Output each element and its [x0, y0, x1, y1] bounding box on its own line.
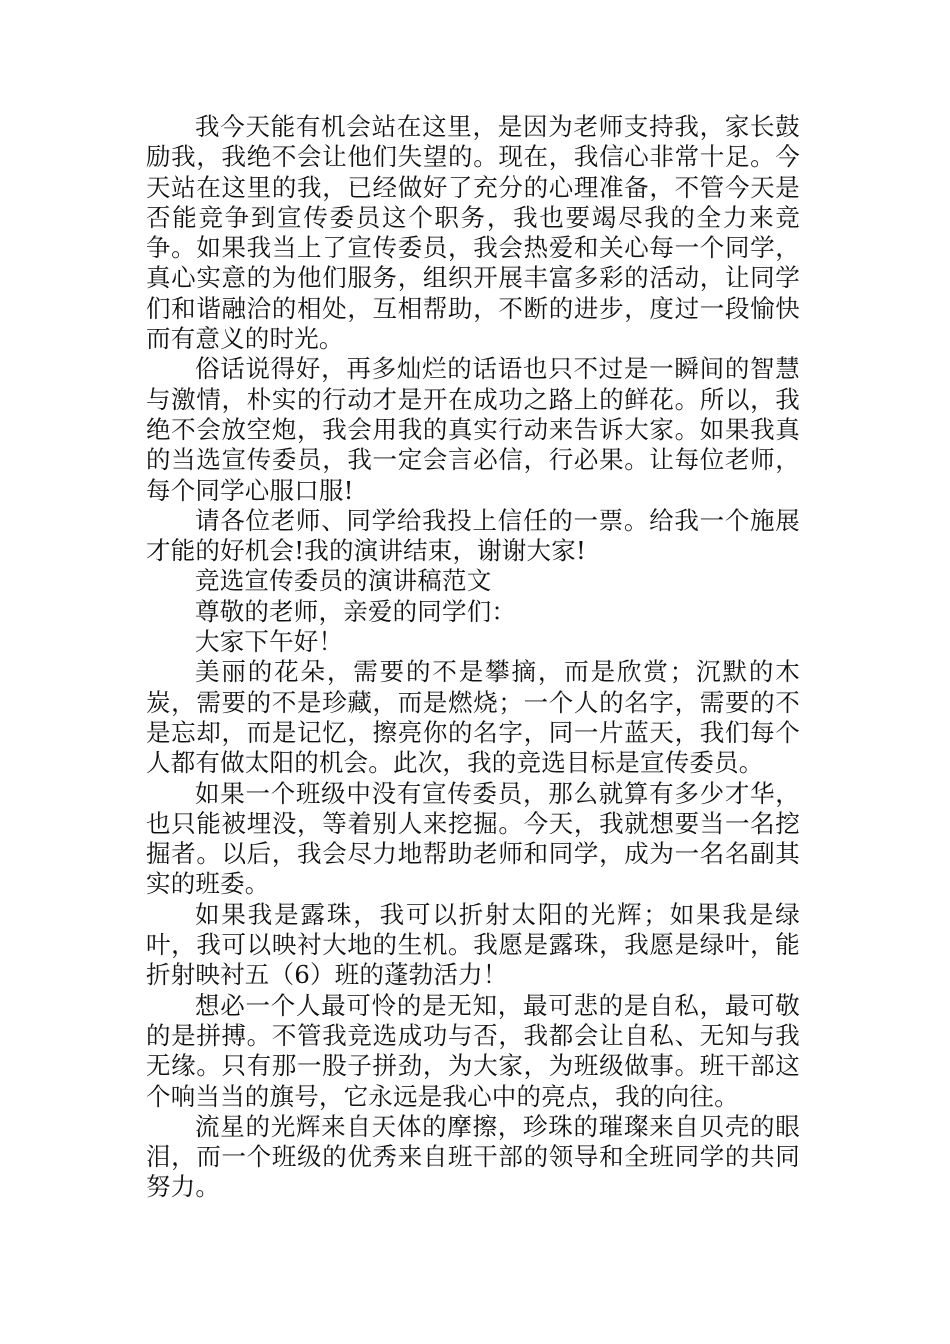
paragraph-2: 俗话说得好，再多灿烂的话语也只不过是一瞬间的智慧与激情，朴实的行动才是开在成功之路上的鲜花。所以，我绝不会放空炮，我会用我的真实行动来告诉大家。如果我真的当选宣传委员，我一定会言必信，行必果。让每位老师，每个同学心服口服!: [146, 354, 800, 505]
section-title: 竞选宣传委员的演讲稿范文: [195, 566, 492, 596]
paragraph-3: 请各位老师、同学给我投上信任的一票。给我一个施展才能的好机会!我的演讲结束，谢谢大家!: [146, 505, 800, 566]
paragraph-1: 我今天能有机会站在这里，是因为老师支持我，家长鼓励我，我绝不会让他们失望的。现在，我信心非常十足。今天站在这里的我，已经做好了充分的心理准备，不管今天是否能竞争到宣传委员这个职务，我也要竭尽我的全力来竞争。如果我当上了宣传委员，我会热爱和关心每一个同学，真心实意的为他们服务，组织开展丰富多彩的活动，让同学们和谐融洽的相处，互相帮助，不断的进步，度过一段愉快而有意义的时光。: [146, 112, 800, 354]
paragraph-7: 想必一个人最可怜的是无知，最可悲的是自私，最可敬的是拼搏。不管我竞选成功与否，我都会让自私、无知与我无缘。只有那一股子拼劲，为大家，为班级做事。班干部这个响当当的旗号，它永远是我心中的亮点，我的向往。: [146, 990, 800, 1111]
greeting: 大家下午好！: [195, 627, 344, 657]
paragraph-6: 如果我是露珠，我可以折射太阳的光辉；如果我是绿叶，我可以映衬大地的生机。我愿是露珠，我愿是绿叶，能折射映衬五（6）班的蓬勃活力！: [146, 899, 800, 990]
salutation: 尊敬的老师，亲爱的同学们：: [195, 596, 517, 626]
paragraph-4: 美丽的花朵，需要的不是攀摘，而是欣赏；沉默的木炭，需要的不是珍藏，而是燃烧；一个人的名字，需要的不是忘却，而是记忆，擦亮你的名字，同一片蓝天，我们每个人都有做太阳的机会。此次，我的竞选目标是宣传委员。: [146, 657, 800, 778]
document-page: [146, 112, 800, 1203]
paragraph-8: 流星的光辉来自天体的摩擦，珍珠的璀璨来自贝壳的眼泪，而一个班级的优秀来自班干部的领导和全班同学的共同努力。: [146, 1111, 800, 1202]
paragraph-5: 如果一个班级中没有宣传委员，那么就算有多少才华，也只能被埋没，等着别人来挖掘。今天，我就想要当一名挖掘者。以后，我会尽力地帮助老师和同学，成为一名名副其实的班委。: [146, 778, 800, 899]
